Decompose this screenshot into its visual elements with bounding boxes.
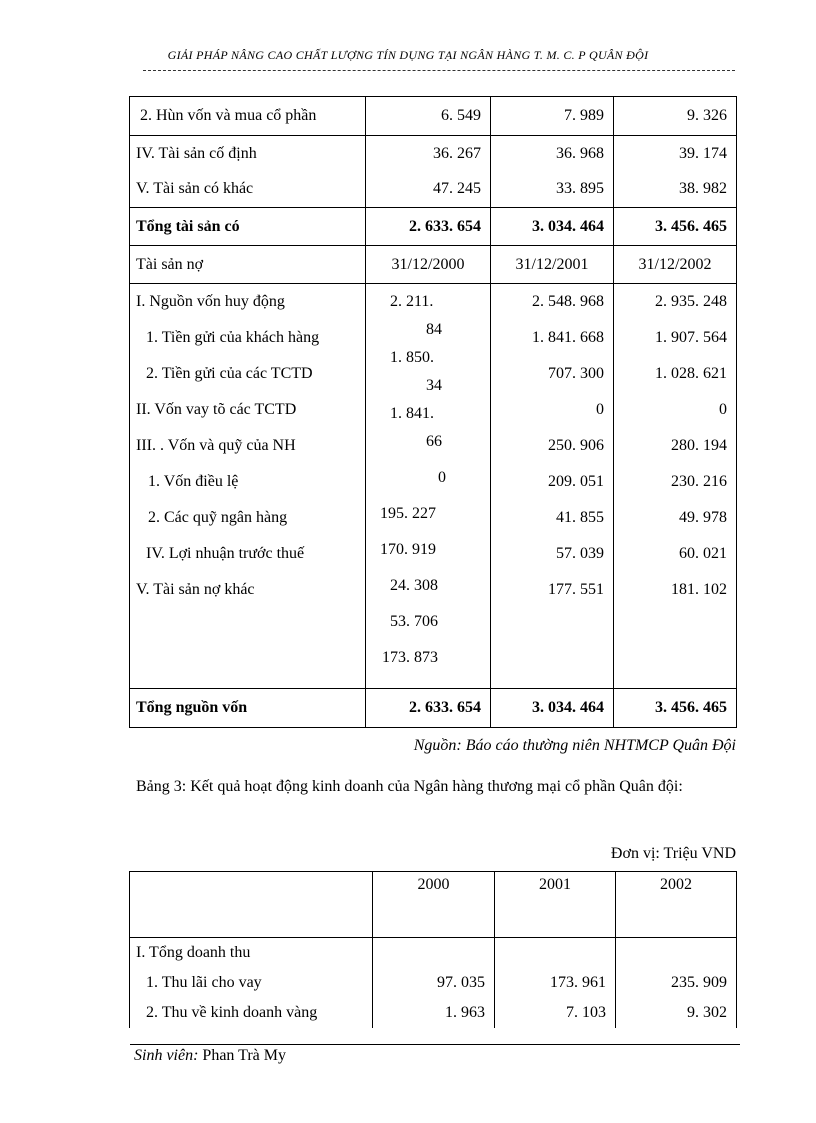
table-row <box>130 938 737 969</box>
value-line: 41. 855 <box>556 509 604 526</box>
running-header: GIẢI PHÁP NÂNG CAO CHẤT LƯỢNG TÍN DỤNG TẠI NGÂN HÀNG T. M. C. P QUÂN ĐỘI <box>167 48 649 62</box>
value-line: 2. 211. <box>390 293 434 310</box>
year-header: 2001 <box>495 872 616 938</box>
value-line: 49. 978 <box>679 509 727 526</box>
value-line: 280. 194 <box>671 437 727 454</box>
value-line: 66 <box>426 433 442 450</box>
value-line: 170. 919 <box>380 541 436 558</box>
table-row <box>130 968 737 998</box>
list-item: IV. Lợi nhuận trước thuế <box>146 545 305 562</box>
header-divider <box>143 70 735 71</box>
liabilities-labels <box>130 284 366 689</box>
list-item: III. . Vốn và quỹ của NH <box>136 437 296 454</box>
liabilities-2000-cell <box>366 284 491 689</box>
cell-2001 <box>495 938 616 969</box>
date-2002: 31/12/2002 <box>614 246 737 284</box>
total-capital-row <box>130 689 737 728</box>
footer-divider <box>130 1044 740 1045</box>
table-row <box>130 171 737 208</box>
cell-2000: 36. 267 <box>366 136 491 172</box>
footer <box>134 1047 286 1065</box>
list-item: 1. Tiền gửi của khách hàng <box>146 329 320 346</box>
value-line: 195. 227 <box>380 505 436 522</box>
table-row <box>130 136 737 172</box>
table-caption: Bảng 3: Kết quả hoạt động kinh doanh của Ngân hàng thương mại cổ phần Quân đội: <box>136 778 683 795</box>
liabilities-2001-cell <box>491 284 614 689</box>
balance-sheet-table <box>129 96 737 728</box>
value-line: 0 <box>596 401 604 418</box>
value-line: 1. 841. 668 <box>532 329 604 346</box>
footer-name: Phan Trà My <box>202 1047 286 1064</box>
cell-2000: 6. 549 <box>366 97 491 136</box>
value-line: 177. 551 <box>548 581 604 598</box>
value-line: 209. 051 <box>548 473 604 490</box>
row-label: Tổng nguồn vốn <box>130 689 366 728</box>
value-line: 1. 841. <box>390 405 434 422</box>
cell-2000 <box>373 938 495 969</box>
value-line: 84 <box>426 321 442 338</box>
cell-2000: 2. 633. 654 <box>366 208 491 246</box>
list-item: V. Tài sản nợ khác <box>136 581 255 598</box>
cell-2000: 97. 035 <box>373 968 495 998</box>
cell-2001: 36. 968 <box>491 136 614 172</box>
liabilities-body-row <box>130 284 737 689</box>
unit-label: Đơn vị: Triệu VND <box>610 845 736 862</box>
value-line: 707. 300 <box>548 365 604 382</box>
value-line: 2. 935. 248 <box>655 293 727 310</box>
value-line: 2. 548. 968 <box>532 293 604 310</box>
cell-2002: 9. 326 <box>614 97 737 136</box>
row-label: IV. Tài sản cố định <box>130 136 366 172</box>
cell-2001: 173. 961 <box>495 968 616 998</box>
cell-2002: 38. 982 <box>614 171 737 208</box>
list-item: II. Vốn vay tõ các TCTD <box>136 401 297 418</box>
cell-2002: 9. 302 <box>616 998 737 1028</box>
table-row <box>130 998 737 1028</box>
cell-2001: 33. 895 <box>491 171 614 208</box>
list-item: I. Nguồn vốn huy động <box>136 293 285 310</box>
value-line: 173. 873 <box>382 649 438 666</box>
source-note: Nguồn: Báo cáo thường niên NHTMCP Quân Đội <box>413 737 736 754</box>
liabilities-header-row <box>130 246 737 284</box>
table-header-row <box>130 872 737 938</box>
value-line: 60. 021 <box>679 545 727 562</box>
value-line: 0 <box>438 469 446 486</box>
row-label: 2. Hùn vốn và mua cổ phần <box>130 97 366 136</box>
cell-2002: 3. 456. 465 <box>614 689 737 728</box>
row-label: I. Tổng doanh thu <box>130 938 373 969</box>
row-label: 2. Thu về kinh doanh vàng <box>130 998 373 1028</box>
row-label: 1. Thu lãi cho vay <box>130 968 373 998</box>
date-2001: 31/12/2001 <box>491 246 614 284</box>
business-results-table <box>129 871 737 1028</box>
cell-2002: 3. 456. 465 <box>614 208 737 246</box>
value-line: 53. 706 <box>390 613 438 630</box>
value-line: 1. 850. <box>390 349 434 366</box>
value-line: 1. 907. 564 <box>655 329 727 346</box>
year-header: 2000 <box>373 872 495 938</box>
header-empty <box>130 872 373 938</box>
cell-2000: 1. 963 <box>373 998 495 1028</box>
value-line: 181. 102 <box>671 581 727 598</box>
cell-2001: 3. 034. 464 <box>491 208 614 246</box>
value-line: 24. 308 <box>390 577 438 594</box>
footer-role: Sinh viên <box>134 1047 194 1064</box>
cell-2000: 2. 633. 654 <box>366 689 491 728</box>
cell-2002: 39. 174 <box>614 136 737 172</box>
cell-2002 <box>616 938 737 969</box>
year-header: 2002 <box>616 872 737 938</box>
cell-2001: 3. 034. 464 <box>491 689 614 728</box>
row-label: Tài sản nợ <box>130 246 366 284</box>
list-item: 2. Tiền gửi của các TCTD <box>146 365 313 382</box>
total-assets-row <box>130 208 737 246</box>
value-line: 250. 906 <box>548 437 604 454</box>
value-line: 230. 216 <box>671 473 727 490</box>
footer-colon: : <box>193 1047 203 1064</box>
list-item: 1. Vốn điều lệ <box>148 473 239 490</box>
list-item: 2. Các quỹ ngân hàng <box>148 509 288 526</box>
cell-2001: 7. 989 <box>491 97 614 136</box>
value-line: 1. 028. 621 <box>655 365 727 382</box>
cell-2001: 7. 103 <box>495 998 616 1028</box>
row-label: Tổng tài sản có <box>130 208 366 246</box>
cell-2002: 235. 909 <box>616 968 737 998</box>
value-line: 57. 039 <box>556 545 604 562</box>
cell-2000: 47. 245 <box>366 171 491 208</box>
value-line: 0 <box>719 401 727 418</box>
table-row <box>130 97 737 136</box>
row-label: V. Tài sản có khác <box>130 171 366 208</box>
liabilities-2002-cell <box>614 284 737 689</box>
date-2000: 31/12/2000 <box>366 246 491 284</box>
value-line: 34 <box>426 377 442 394</box>
